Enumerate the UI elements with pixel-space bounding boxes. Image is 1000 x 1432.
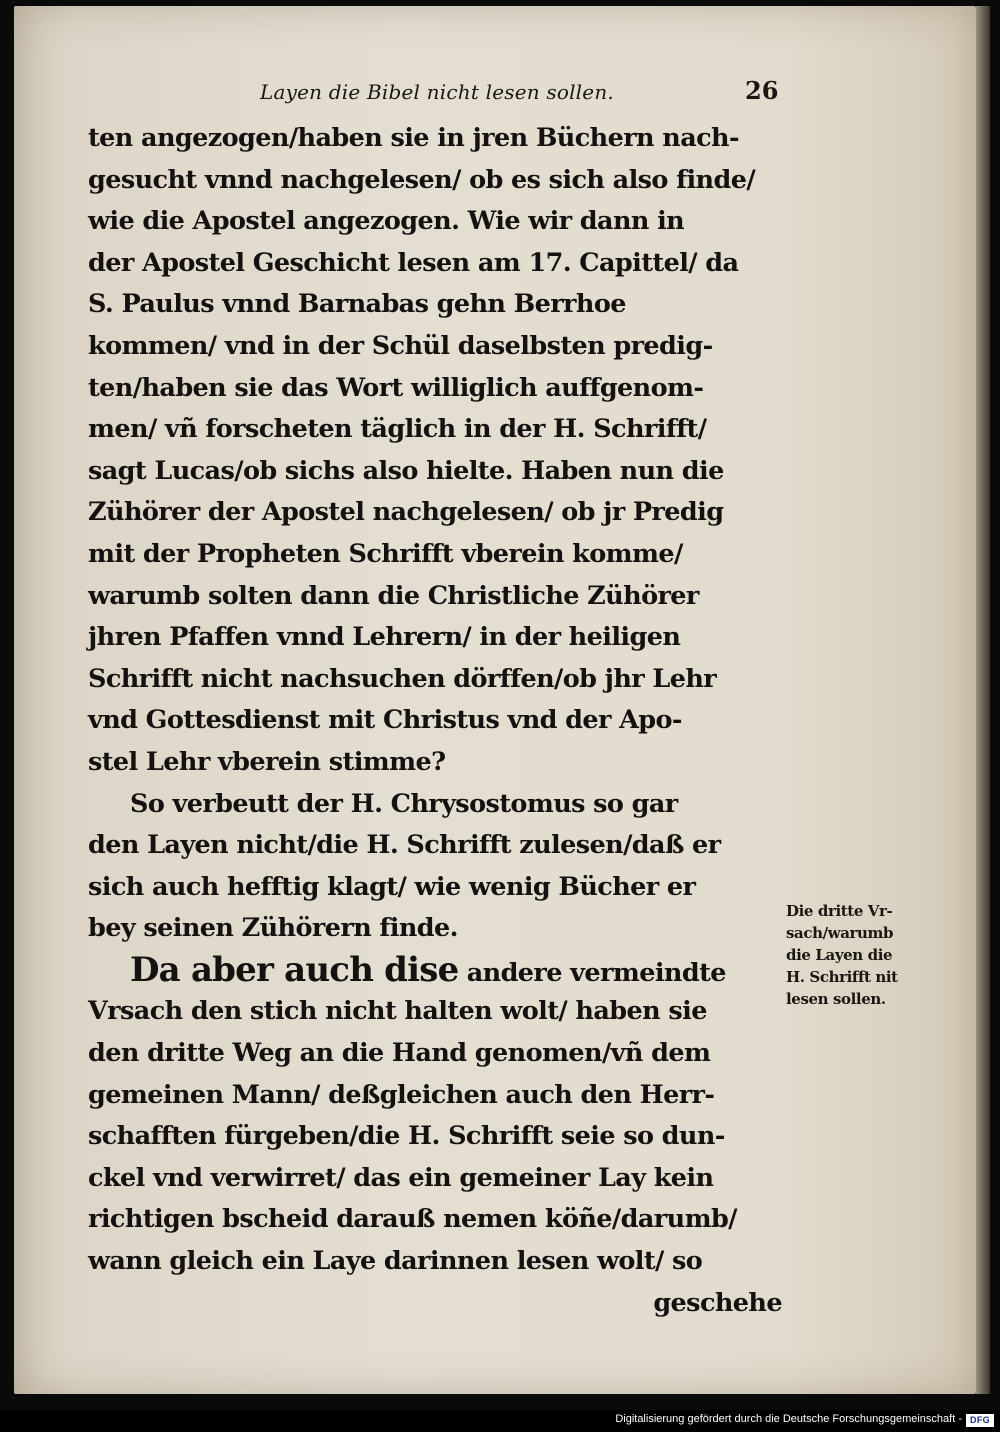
text-line: richtigen bscheid darauß nemen köñe/darumb/ (88, 1204, 737, 1235)
text-line: gemeinen Mann/ deßgleichen auch den Herr- (88, 1079, 715, 1110)
running-head-title: Layen die Bibel nicht lesen sollen. (260, 80, 614, 104)
text-line: S. Paulus vnnd Barnabas gehn Berrhoe (88, 289, 626, 320)
paragraph-lead-rest: andere vermeindte (466, 957, 726, 988)
marginal-line: Die dritte Vr- (786, 902, 893, 920)
text-line: sich auch hefftig klagt/ wie wenig Bücher er (88, 871, 696, 902)
marginal-note (786, 900, 966, 1010)
text-line: der Apostel Geschicht lesen am 17. Capittel/ da (88, 247, 739, 278)
page-number: 26 (745, 76, 779, 105)
dfg-logo: DFG (966, 1414, 994, 1427)
text-line: wann gleich ein Laye darinnen lesen wolt/ so (88, 1246, 703, 1277)
marginal-line: sach/warumb (786, 924, 894, 942)
text-line: Schrifft nicht nachsuchen dörffen/ob jhr Lehr (88, 663, 717, 694)
funding-credit: Digitalisierung gefördert durch die Deutsche Forschungsgemeinschaft - (615, 1413, 962, 1425)
text-line: ten/haben sie das Wort williglich auffgenom- (88, 372, 704, 403)
text-line: Zühörer der Apostel nachgelesen/ ob jr Predig (88, 497, 724, 528)
text-line: den dritte Weg an die Hand genomen/vñ dem (88, 1038, 711, 1069)
paragraph-start-line (88, 950, 788, 992)
text-line: schafften fürgeben/die H. Schrifft seie so dun- (88, 1121, 725, 1152)
paragraph-lead-words: Da aber auch dise (130, 949, 459, 990)
text-line: bey seinen Zühörern finde. (88, 913, 458, 944)
page-edge (976, 6, 990, 1394)
marginal-line: H. Schrifft nit (786, 968, 898, 986)
footer-bar (0, 1410, 1000, 1432)
text-line: gesucht vnnd nachgelesen/ ob es sich also finde/ (88, 164, 756, 195)
text-line: ckel vnd verwirret/ das ein gemeiner Lay kein (88, 1162, 714, 1193)
main-text-block (88, 118, 788, 1324)
text-line: men/ vñ forscheten täglich in der H. Schrifft/ (88, 414, 707, 445)
text-line: warumb solten dann die Christliche Zühörer (88, 580, 699, 611)
text-line: stel Lehr vberein stimme? (88, 746, 446, 777)
text-line: vnd Gottesdienst mit Christus vnd der Apo- (88, 705, 682, 736)
text-line: sagt Lucas/ob sichs also hielte. Haben nun die (88, 455, 724, 486)
marginal-line: die Layen die (786, 946, 893, 964)
text-line: ten angezogen/haben sie in jren Büchern nach- (88, 123, 739, 153)
paragraph-start-line: So verbeutt der H. Chrysostomus so gar (130, 788, 678, 819)
text-line: den Layen nicht/die H. Schrifft zulesen/daß er (88, 830, 721, 861)
catchword: geschehe (653, 1287, 782, 1318)
text-line: wie die Apostel angezogen. Wie wir dann in (88, 206, 685, 237)
text-line: kommen/ vnd in der Schül daselbsten predig- (88, 330, 713, 361)
marginal-line: lesen sollen. (786, 990, 886, 1008)
text-line: jhren Pfaffen vnnd Lehrern/ in der heiligen (88, 622, 681, 653)
text-line: mit der Propheten Schrifft vberein komme/ (88, 538, 683, 569)
text-line: Vrsach den stich nicht halten wolt/ haben sie (88, 996, 707, 1027)
